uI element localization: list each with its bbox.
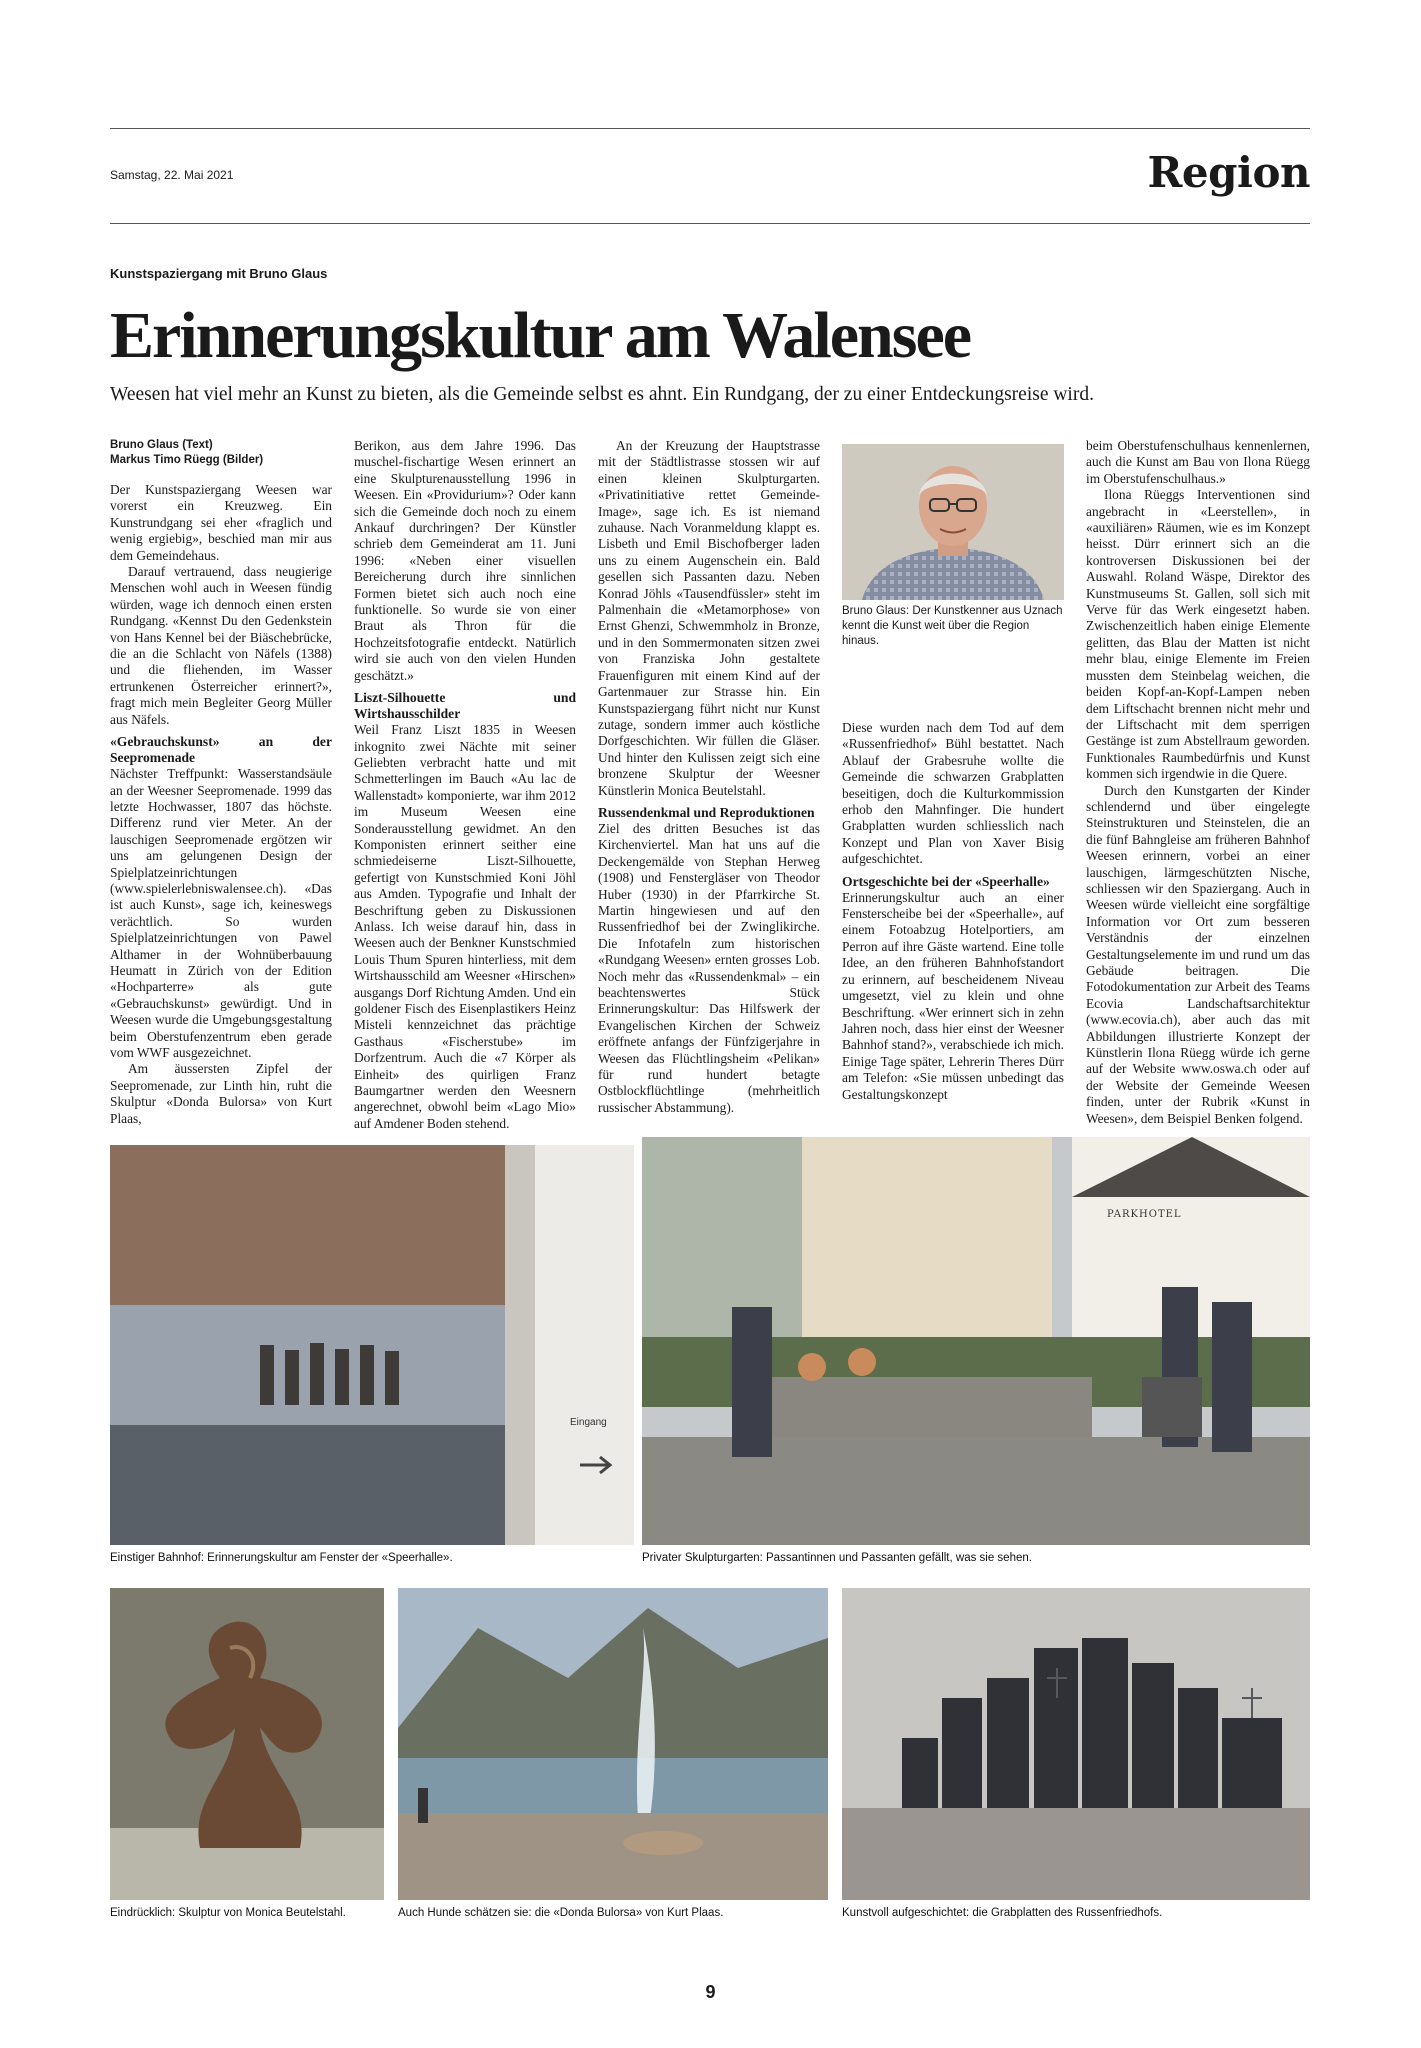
subheading-ortsgeschichte: Ortsgeschichte bei der «Speerhalle» xyxy=(842,873,1050,889)
paragraph: Diese wurden nach dem Tod auf dem «Russenfriedhof» Bühl bestattet. Nach Ablauf der Grabesruhe wollte die Gemeinde die schwarzen Grabplatten beseitigen, doch die Kulturkommission erhob den Mahnfinger. Die hundert Grabplatten wurden schliesslich nach Konzept und Plan von Xaver Bisig aufgeschichtet. xyxy=(842,720,1064,867)
paragraph: An der Kreuzung der Hauptstrasse mit der Städtlistrasse stossen wir auf einen kleinen Skulpturgarten. «Privatinitiative rettet Gemeinde-Image», sage ich. Es ist niemand zuhause. Nach Voranmeldung klappt es. Lisbeth und Emil Bischofberger laden uns zu einem Augenschein ein. Bald gesellen sich Passanten dazu. Neben Konrad Jöhls «Tausendfüssler» steht im Palmenhain die «Metamorphose» von Ernst Ghenzi, Schwemmholz in Bronze, und in den Sommermonaten sitzen zwei von Franziska John gestaltete Frauenfiguren mit einem Kind auf der Gartenmauer zur Strasse hin. Ein Kunstspaziergang führt nicht nur Kunst zutage, sondern immer auch köstliche Dorfgeschichten. Wir füllen die Gläser. Und hinter den Kulissen zeigt sich eine bronzene Skulptur der Weesner Künstlerin Monica Beutelstahl. xyxy=(598,438,820,798)
paragraph: Ilona Rüeggs Interventionen sind angebracht in «Leerstellen», in «auxiliären» Räumen, wie es im Konzept heisst. Dürr erinnert sich an die kontroversen Diskussionen bei der Auswahl. Roland Wäspe, Direktor des Kunstmuseums St. Gallen, soll sich mit Verve für das Werk eingesetzt haben. Zwischenzeitlich haben einige Elemente gelitten, das Blau der Matten ist nicht mehr blau, einige Elemente im Freien mussten dem Steinbelag weichen, die beiden Kopf-an-Kopf-Lampen neben dem Liftschacht brennen nicht mehr und der Liftschacht mit dem sperrigen Gestänge ist zum Abstellraum geworden. Funktionales Raumbedürfnis und Kunst kommen sich irgendwie in die Quere. xyxy=(1086,487,1310,782)
photo-donda-bulorsa xyxy=(398,1588,828,1900)
subheading-liszt: Liszt-Silhouette und Wirtshausschilder xyxy=(354,690,576,722)
page-number: 9 xyxy=(705,1982,716,2002)
caption-bahnhof: Einstiger Bahnhof: Erinnerungskultur am Fenster der «Speerhalle». xyxy=(110,1552,453,1564)
window-image xyxy=(110,1145,634,1545)
byline-text: Bruno Glaus (Text) xyxy=(110,439,213,451)
caption-grabplatten: Kunstvoll aufgeschichtet: die Grabplatten des Russenfriedhofs. xyxy=(842,1907,1163,1919)
section-title: Region xyxy=(1147,148,1310,197)
paragraph: Darauf vertrauend, dass neugierige Menschen wohl auch in Weesen fündig würden, wage ich dennoch einen ersten Rundgang. «Kennst Du den Gedenkstein von Hans Kennel bei der Biäschebrücke, die an die Schlacht von Näfels (1388) und die fliehenden, im Wasser ertrunkenen Österreicher erinnert?», fragt mich mein Begleiter Georg Müller aus Näfels. xyxy=(110,564,332,727)
paragraph: Berikon, aus dem Jahre 1996. Das muschel-fischartige Wesen erinnert an eine Skulpturenausstellung 1996 in Weesen. Ein «Providurium»? Oder kann sich die Gemeinde doch noch zu einem Ankauf durchringen? Der Künstler schrieb dem Gemeinderat am 11. Juni 1996: «Neben einer visuellen Bereicherung durch ihre sinnlichen Formen bietet sich auch noch eine funktionelle. So wurde sie von einer Braut als Thron für die Hochzeitsfotografie entdeckt. Natürlich wird sie auch von den vielen Hunden geschätzt.» xyxy=(354,438,576,683)
article-kicker: Kunstspaziergang mit Bruno Glaus xyxy=(110,266,328,281)
byline-photos: Markus Timo Rüegg (Bilder) xyxy=(110,454,264,466)
caption-hunde: Auch Hunde schätzen sie: die «Donda Bulorsa» von Kurt Plaas. xyxy=(398,1907,724,1919)
paragraph: Durch den Kunstgarten der Kinder schlendernd und über eingelegte Steinstrukturen und Steinstelen, die an die fünf Bahngleise am früheren Bahnhof Weesen erinnern, vorbei an einer lauschigen, lärmgeschützten Nische, schliessen wir den Spaziergang. Auch in Weesen würde vielleicht eine sorgfältige Information vor Ort zum besseren Verständnis der einzelnen Gestaltungselemente im und rund um das Gebäude beitragen. Die Fotodokumentation zur Arbeit des Teams Ecovia Landschaftsarchitektur (www.ecovia.ch), aber auch das mit Abbildungen illustrierte Konzept der Künstlerin Ilona Rüegg würde ich gerne auf der Website www.oswa.ch oder auf der Website der Gemeinde Weesen finden, unter der Rubrik «Kunst in Weesen», dem Beispiel Benken folgend. xyxy=(1086,782,1310,1126)
hotel-sign: PARKHOTEL xyxy=(1107,1209,1182,1220)
portrait-image xyxy=(842,444,1064,600)
article-column-4 xyxy=(842,720,1064,1120)
paragraph: Ziel des dritten Besuches ist das Kirchenviertel. Man hat uns auf die Deckengemälde von Stephan Herweg (1908) und Fenstergläser von Theodor Huber (1930) in der Pfarrkirche St. Martin hingewiesen und auf den Russenfriedhof bei der Zwinglikirche. Die Infotafeln zum historischen «Rundgang Weesen» ernten grosses Lob. Noch mehr das «Russendenkmal» – ein beachtenswertes Stück Erinnerungskultur: Das Hilfswerk der Evangelischen Kirchen der Schweiz eröffnete anfangs der Fünfzigerjahre in Weesen das Flüchtlingsheim «Pelikan» für rund hundert betagte Ostblockflüchtlinge (mehrheitlich russischer Abstammung). xyxy=(598,820,820,1115)
paragraph: Nächster Treffpunkt: Wasserstandsäule an der Weesner Seepromenade. 1999 das letzte Hochwasser, 1807 das höchste. Differenz rund vier Meter. An der lauschigen Seepromenade ergötzen wir uns am gelungenen Design der Spielplatzeinrichtungen (www.spielerlebniswalensee.ch). «Das ist auch Kunst», sage ich, keineswegs verächtlich. So wurden Spielplatzeinrichtungen von Pawel Althamer in der Wohnüberbauung Heumatt in Zürich von der Edition «Hochparterre» als gute «Gebrauchskunst» gewürdigt. Und in Weesen wurde die Umgebungsgestaltung beim Oberstufenzentrum eben gerade vom WWF ausgezeichnet. xyxy=(110,766,332,1060)
photo-bahnhof-window xyxy=(110,1145,634,1545)
byline xyxy=(110,438,332,468)
masthead-rule xyxy=(110,223,1310,224)
portrait-caption: Bruno Glaus: Der Kunstkenner aus Uznach kennt die Kunst weit über die Region hinaus. xyxy=(842,605,1063,647)
article-headline: Erinnerungskultur am Walensee xyxy=(110,299,971,372)
top-rule xyxy=(110,128,1310,129)
article-lead: Weesen hat viel mehr an Kunst zu bieten, als die Gemeinde selbst es ahnt. Ein Rundgang, der zu einer Entdeckungsreise wird. xyxy=(110,384,1094,405)
subheading-russendenkmal: Russendenkmal und Reproduktionen xyxy=(598,804,815,820)
article-column-2 xyxy=(354,438,576,1131)
photo-grabplatten xyxy=(842,1588,1310,1900)
caption-garten: Privater Skulpturgarten: Passantinnen und Passanten gefällt, was sie sehen. xyxy=(642,1552,1032,1564)
paragraph: beim Oberstufenschulhaus kennenlernen, auch die Kunst am Bau von Ilona Rüegg im Oberstufenschulhaus.» xyxy=(1086,438,1310,486)
caption-skulptur: Eindrücklich: Skulptur von Monica Beutelstahl. xyxy=(110,1907,346,1919)
paragraph: Weil Franz Liszt 1835 in Weesen inkognito zwei Nächte mit seiner Geliebten verbracht hatte und mit Schmetterlingen im Bauch «Au lac de Wallenstadt» komponierte, war ihm 2012 im Museum Weesen eine Sonderausstellung gewidmet. An den Komponisten erinnert seither eine schmiedeiserne Liszt-Silhouette, gefertigt von Kunstschmied Koni Jöhl aus Amden. Typografie und Inhalt der Beschriftung geben zu Diskussionen Anlass. Ich weise darauf hin, dass in Weesen auch der Benkner Kunstschmied Louis Thum Spuren hinterliess, mit dem Wirtshausschild am Weesner «Hirschen» ausgangs Dorf Richtung Amden. Und ein goldener Fisch des Eisenplastikers Heinz Misteli kennzeichnet das prächtige Gasthaus «Fischerstube» im Dorfzentrum. Auch die «7 Körper als Einheit» des quirligen Franz Baumgartner werden den Weesnern angerechnet, obwohl beim «Lago Mio» auf Amdener Boden stehend. xyxy=(354,722,576,1131)
photo-skulpturgarten xyxy=(642,1137,1310,1545)
garden-image xyxy=(642,1137,1310,1545)
paragraph: Erinnerungskultur auch an einer Fensterscheibe bei der «Speerhalle», auf einem Fotoabzug Hotelportiers, am Perron auf ihre Gäste wartend. Eine tolle Idee, an den früheren Bahnhofstandort zu erinnern, auf bescheidenem Niveau umgesetzt, viel zu klein und ohne Beschriftung. «Wer erinnert sich in zehn Jahren noch, dass hier einst der Weesner Bahnhof stand?», verabschiede ich mich. Einige Tage später, Lehrerin Theres Dürr am Telefon: «Sie müssen unbedingt das Gestaltungskonzept xyxy=(842,889,1064,1102)
lake-image xyxy=(398,1588,828,1900)
window-sign-eingang: Eingang xyxy=(570,1417,607,1428)
sculpture-image xyxy=(110,1588,384,1900)
issue-date: Samstag, 22. Mai 2021 xyxy=(110,168,234,182)
article-column-5 xyxy=(1086,438,1310,1126)
gravestones-image xyxy=(842,1588,1310,1900)
article-column-3 xyxy=(598,438,820,1118)
photo-skulptur-beutelstahl xyxy=(110,1588,384,1900)
article-column-1 xyxy=(110,438,332,1126)
portrait-photo xyxy=(842,444,1064,600)
paragraph: Der Kunstspaziergang Weesen war vorerst ein Kreuzweg. Ein Kunstrundgang sei eher «fraglich und wenig ergiebig», beschied man mir aus dem Gemeindehaus. xyxy=(110,482,332,563)
subheading-gebrauchskunst: «Gebrauchskunst» an der Seepromenade xyxy=(110,734,332,766)
paragraph: Am äussersten Zipfel der Seepromenade, zur Linth hin, ruht die Skulptur «Donda Bulorsa» von Kurt Plaas, xyxy=(110,1061,332,1126)
